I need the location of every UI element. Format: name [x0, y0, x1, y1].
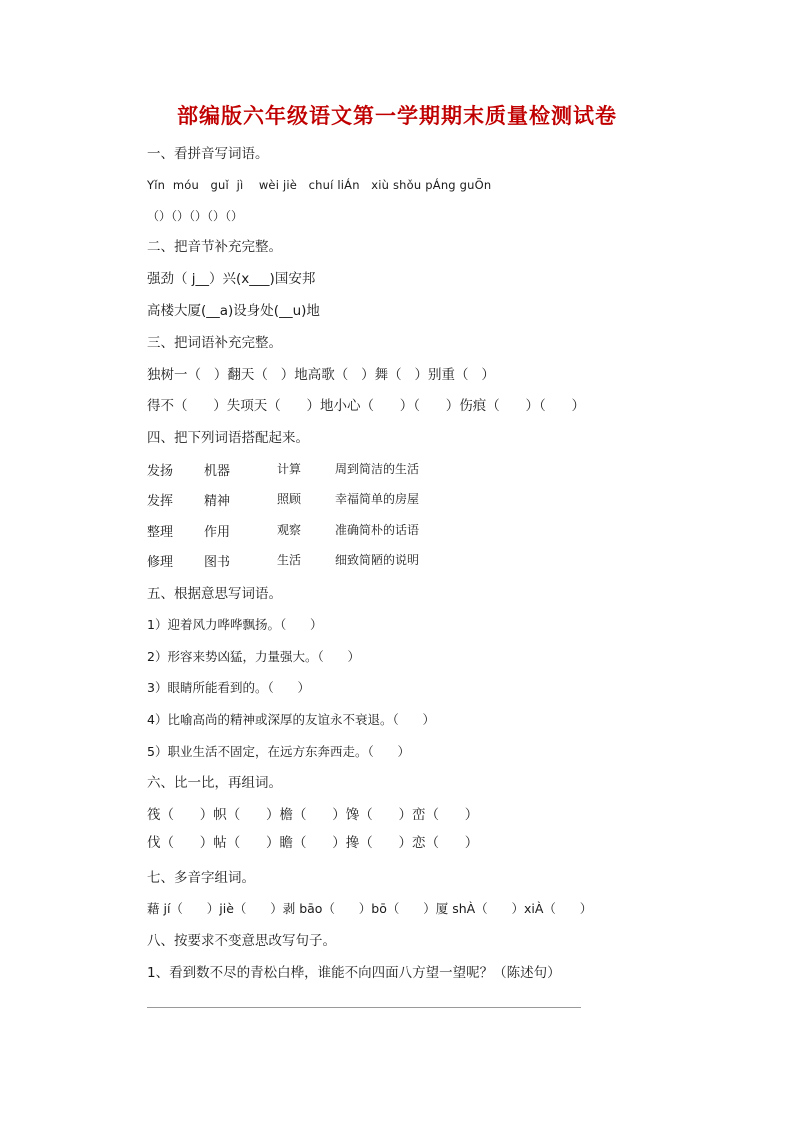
section-7-line-1: 藉 jí（ ）jiè（ ）剥 bāo（ ）bō（ ）厦 shÀ（ ）xiÀ（ ） — [147, 901, 593, 916]
section-8-question-1: 1、看到数不尽的青松白桦，谁能不向四面八方望一望呢？（陈述句） — [147, 965, 561, 981]
section-6-line-2: 伐（ ）帖（ ）瞻（ ）搀（ ）恋（ ） — [147, 835, 479, 851]
match-phrase: 准确简朴的话语 — [335, 523, 420, 537]
section-3-line-2: 得不（ ）失项天（ ）地小心（ ）（ ）伤痕（ ）（ ） — [147, 398, 585, 414]
section-2-line-2: 高楼大厦(__a)设身处(__u)地 — [147, 303, 320, 319]
match-phrase: 周到简洁的生活 — [335, 462, 420, 476]
match-word: 照顾 — [277, 492, 302, 506]
match-phrase: 细致简陋的说明 — [335, 553, 420, 567]
section-7-heading: 七、多音字组词。 — [147, 870, 255, 886]
section-5-item: 4）比喻高尚的精神或深厚的友谊永不衰退。（ ） — [147, 712, 436, 727]
page-title: 部编版六年级语文第一学期期末质量检测试卷 — [177, 103, 617, 128]
section-1-heading: 一、看拼音写词语。 — [147, 146, 269, 162]
match-noun: 图书 — [204, 555, 231, 570]
match-word: 生活 — [277, 553, 302, 567]
section-5-item: 2）形容来势凶猛，力量强大。（ ） — [147, 649, 361, 664]
section-5-item: 3）眼睛所能看到的。（ ） — [147, 680, 311, 695]
section-1-pinyin: Yǐn móu guǐ jì wèi jiè chuí liÁn xiù shǒu pÁng guÕn — [147, 178, 492, 192]
match-verb: 修理 — [147, 555, 174, 570]
section-6-heading: 六、比一比，再组词。 — [147, 775, 282, 791]
match-word: 计算 — [277, 462, 302, 476]
match-noun: 精神 — [204, 494, 231, 509]
section-3-heading: 三、把词语补充完整。 — [147, 335, 282, 351]
match-verb: 发扬 — [147, 464, 174, 479]
answer-line — [147, 1007, 581, 1008]
section-5-heading: 五、根据意思写词语。 — [147, 586, 282, 602]
section-4-heading: 四、把下列词语搭配起来。 — [147, 430, 309, 446]
match-phrase: 幸福简单的房屋 — [335, 492, 420, 506]
match-noun: 机器 — [204, 464, 231, 479]
match-noun: 作用 — [204, 525, 231, 540]
section-2-heading: 二、把音节补充完整。 — [147, 239, 282, 255]
section-8-heading: 八、按要求不变意思改写句子。 — [147, 933, 336, 949]
section-5-item: 5）职业生活不固定，在远方东奔西走。（ ） — [147, 744, 411, 759]
match-verb: 整理 — [147, 525, 174, 540]
section-2-line-1: 强劲（ j__）兴(x___)国安邦 — [147, 271, 316, 287]
section-3-line-1: 独树一（ ）翻天（ ）地高歌（ ）舞（ ）别重（ ） — [147, 367, 495, 383]
match-verb: 发挥 — [147, 494, 174, 509]
section-5-item: 1）迎着风力哗哗飘扬。（ ） — [147, 617, 323, 632]
match-word: 观察 — [277, 523, 302, 537]
section-6-line-1: 筏（ ）帜（ ）檐（ ）馋（ ）峦（ ） — [147, 807, 479, 823]
section-1-blanks: （）（）（）（）（） — [147, 209, 244, 223]
